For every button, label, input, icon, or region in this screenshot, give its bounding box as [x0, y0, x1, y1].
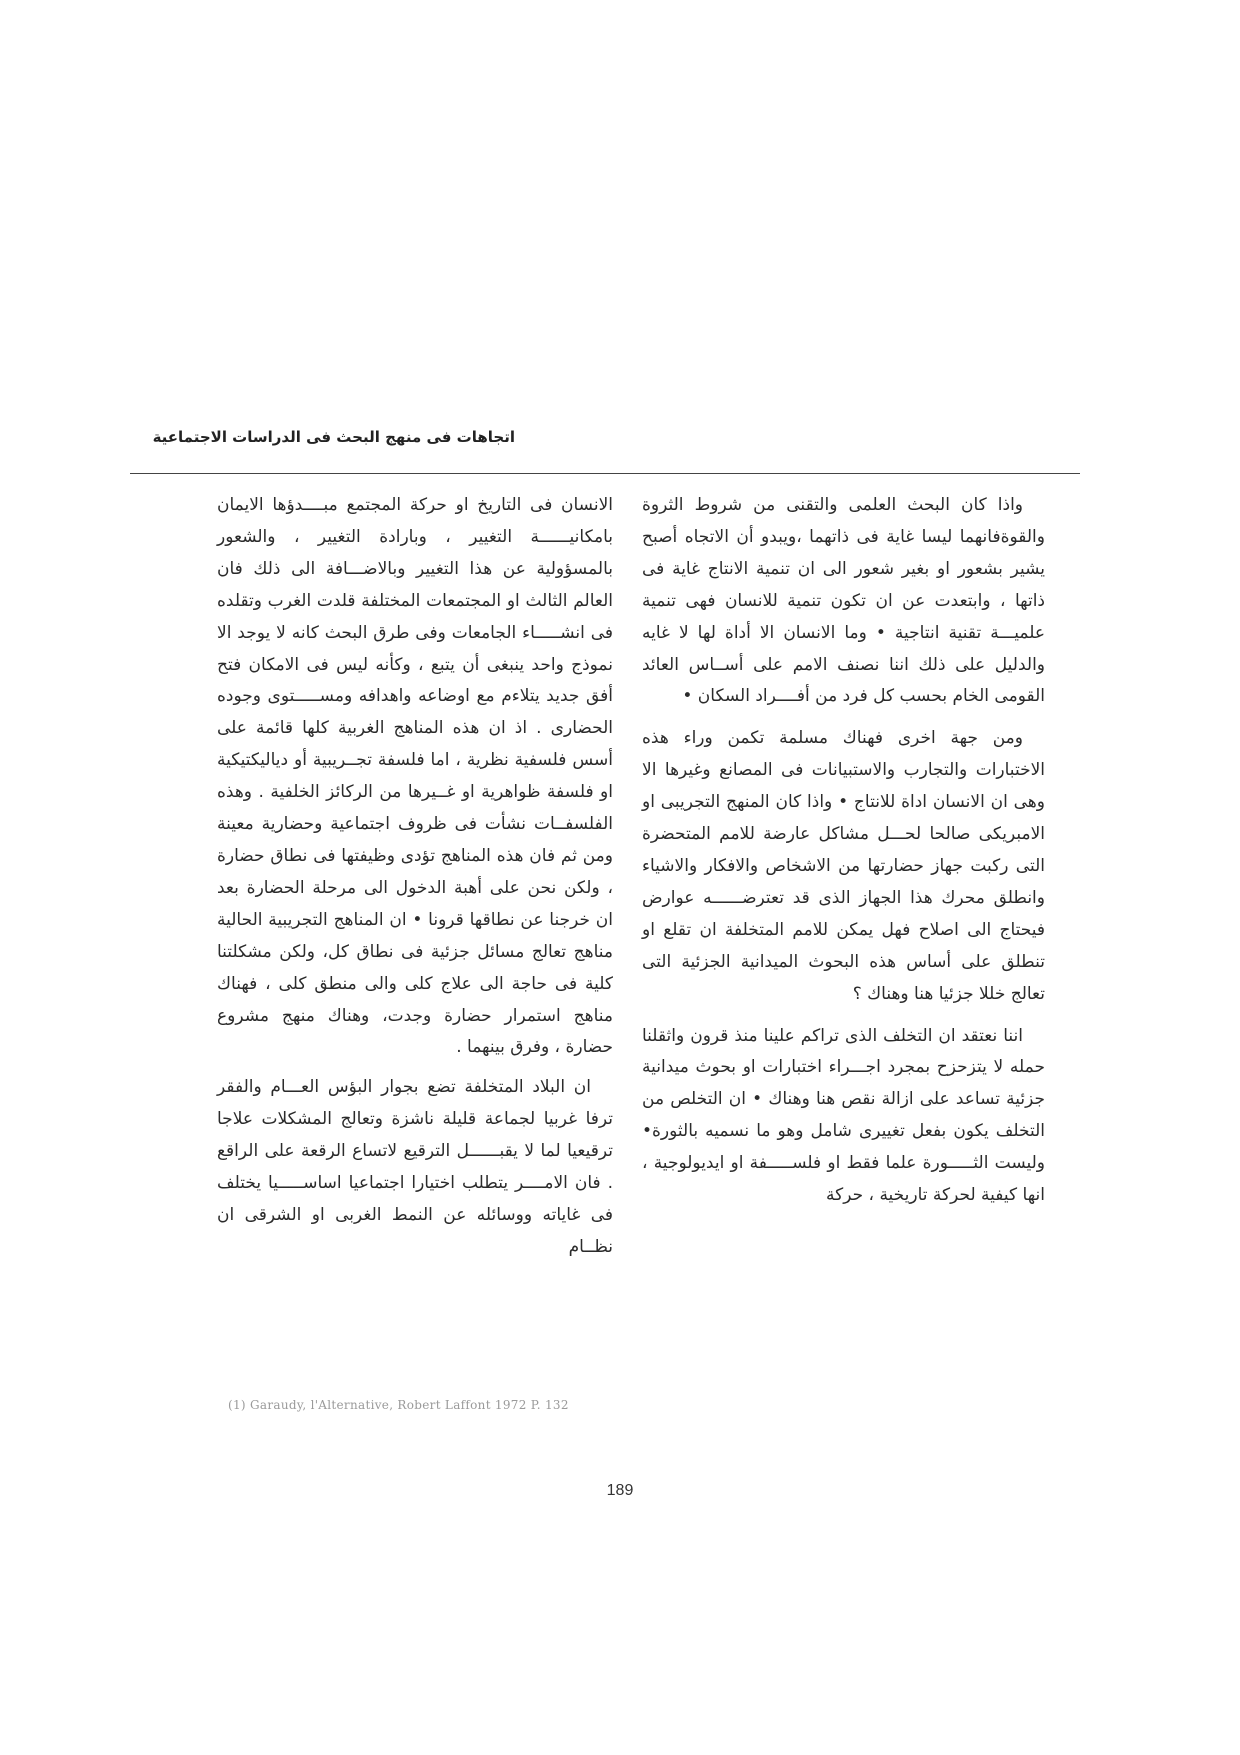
paragraph: الانسان فى التاريخ او حركة المجتمع مبــــدؤها الايمان بامكانيــــــة التغيير ، وبارادة التغيير ، والشعور بالمسؤولية عن هذا التغيير وبالاضـــافة الى ذلك فان العالم الثالث او المجتمعات المختلفة قلدت الغرب وتقلده فى انشـــــاء الجامعات وفى طرق البحث كانه لا يوجد الا نموذج واحد ينبغى أن يتبع ، وكأنه ليس فى الامكان فتح أفق جديد يتلاءم مع اوضاعه واهدافه ومســـــتوى وجوده الحضارى . اذ ان هذه المناهج الغربية كلها قائمة على أسس فلسفية نظرية ، اما فلسفة تجــريبية أو دياليكتيكية او فلسفة ظواهرية او غــيرها من الركائز الخلفية . وهذه الفلسفــات نشأت فى ظروف اجتماعية وحضارية معينة ومن ثم فان هذه المناهج تؤدى وظيفتها فى نطاق حضارة ، ولكن نحن على أهبة الدخول الى مرحلة الحضارة بعد ان خرجنا عن نطاقها قرونا • ان المناهج التجريبية الحالية مناهج تعالج مسائل جزئية فى نطاق كل، ولكن مشكلتنا كلية فى حاجة الى علاج كلى والى منطق كلى ، فهناك مناهج استمرار حضارة وجدت، وهناك منهج مشروع حضارة ، وفرق بينهما .: [217, 495, 613, 1058]
footnote: (1) Garaudy, l'Alternative, Robert Laffont 1972 P. 132: [228, 1398, 569, 1412]
paragraph: ومن جهة اخرى فهناك مسلمة تكمن وراء هذه الاختبارات والتجارب والاستبيانات فى المصانع وغيرها الا وهى ان الانسان اداة للانتاج • واذا كان المنهج التجريبى او الامبريكى صالحا لحـــل مشاكل عارضة للامم المتحضرة التى ركبت جهاز حضارتها من الاشخاص والافكار والاشياء وانطلق محرك هذا الجهاز الذى قد تعترضــــــه عوارض فيحتاج الى اصلاح فهل يمكن للامم المتخلفة ان تقلع او تنطلق على أساس هذه البحوث الميدانية الجزئية التى تعالج خللا جزئيا هنا وهناك ؟: [642, 728, 1045, 1004]
header-divider: [130, 473, 1080, 474]
paragraph: واذا كان البحث العلمى والتقنى من شروط الثروة والقوةفانهما ليسا غاية فى ذاتهما ،ويبدو أن الاتجاه أصبح يشير بشعور او بغير شعور الى ان تنمية الانتاج غاية فى ذاتها ، وابتعدت عن ان تكون تنمية للانسان فهى تنمية علميـــة تقنية انتاجية • وما الانسان الا أداة لها لا غايه والدليل على ذلك اننا نصنف الامم على أســاس العائد القومى الخام بحسب كل فرد من أفــــراد السكان •: [642, 495, 1045, 707]
right-text-column: [642, 490, 1045, 1212]
page-number: 189: [606, 1482, 634, 1499]
paragraph: اننا نعتقد ان التخلف الذى تراكم علينا منذ قرون واثقلنا حمله لا يتزحزح بمجرد اجـــراء اختبارات او بحوث ميدانية جزئية تساعد على ازالة نقص هنا وهناك • ان التخلص من التخلف يكون بفعل تغييرى شامل وهو ما نسميه بالثورة• وليست الثـــــورة علما فقط او فلســـــفة او ايديولوجية ، انها كيفية لحركة تاريخية ، حركة: [642, 1025, 1045, 1206]
left-text-column: [217, 490, 613, 1264]
running-header: اتجاهات فى منهج البحث فى الدراسات الاجتماعية: [152, 428, 515, 446]
paragraph: ان البلاد المتخلفة تضع بجوار البؤس العـــام والفقر ترفا غربيا لجماعة قليلة ناشزة وتعالج المشكلات علاجا ترقيعيا لما لا يقبــــــل الترقيع لاتساع الرقعة على الراقع . فان الامــــر يتطلب اختيارا اجتماعيا اساســـــيا يختلف فى غاياته ووسائله عن النمط الغربى او الشرقى ان نظــام: [217, 1077, 613, 1257]
